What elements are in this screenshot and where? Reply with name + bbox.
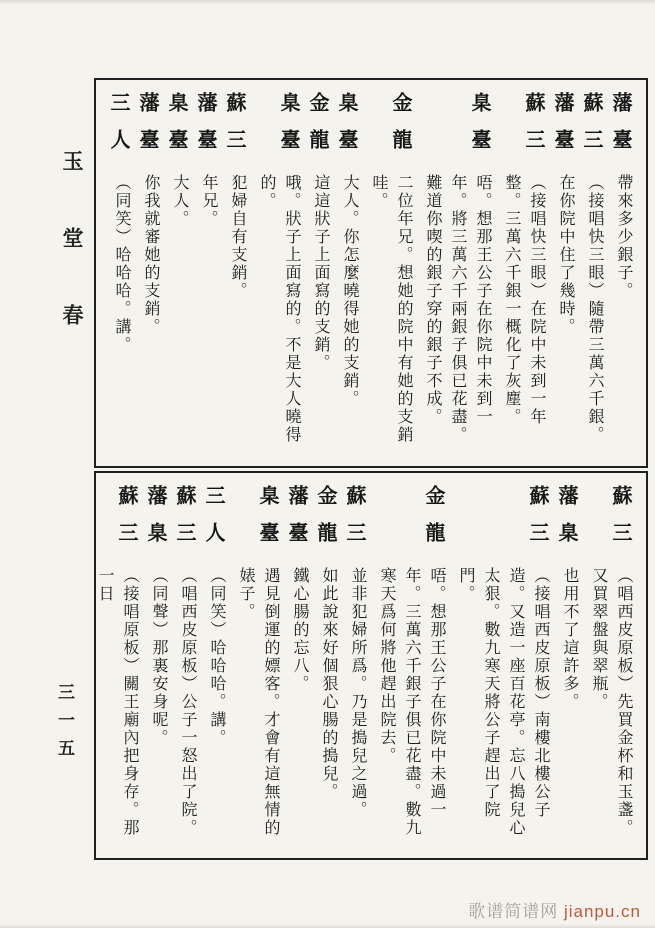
dialogue-text: 哦。狀子上面寫的。不是大人曉得的。 bbox=[258, 174, 300, 444]
dialogue-text: 大人。 bbox=[171, 174, 188, 228]
dialogue-text: （接唱快三眼）隨帶三萬六千銀。 bbox=[586, 174, 603, 444]
dialogue-column bbox=[138, 90, 163, 456]
dialogue-text: 遇見倒運的嫖客。才會有這無情的婊子。 bbox=[237, 567, 279, 837]
dialogue-text: （接唱西皮原板）南樓北樓公子造。又造一座百花亭。忘八搗兒心太狠。數九寒天將公子趕出了院門。 bbox=[457, 567, 549, 837]
speaker-name: 藩臺 bbox=[551, 92, 573, 166]
scan-edge-shadow-bottom bbox=[0, 924, 655, 928]
dialogue-text: 在你院中住了幾時。 bbox=[557, 174, 574, 336]
dialogue-text: （接唱原板）關王廟內把身存。那一日 bbox=[96, 567, 138, 837]
dialogue-column bbox=[337, 90, 362, 456]
speaker-name: 臬臺 bbox=[335, 92, 357, 166]
speaker-name: 蘇三 bbox=[115, 485, 137, 559]
speaker-name: 三人 bbox=[107, 92, 129, 166]
dialogue-text: （接唱快三眼）在院中未到一年整。三萬六千銀一概化了灰塵。 bbox=[503, 174, 545, 426]
speaker-name: 金龍 bbox=[389, 92, 411, 166]
speaker-name: 蘇三 bbox=[526, 485, 548, 559]
speaker-name: 臬臺 bbox=[468, 92, 490, 166]
dialogue-text: 這這狀子上面寫的支銷。 bbox=[312, 174, 329, 372]
dialogue-column bbox=[586, 483, 636, 848]
dialogue-column bbox=[345, 483, 370, 848]
dialogue-column bbox=[175, 483, 200, 848]
dialogue-text: 唔。想那王公子在你院中未過一年。三萬六千銀子俱已花盡。數九寒天爲何將他趕出院去。 bbox=[378, 567, 445, 837]
dialogue-column bbox=[254, 90, 304, 456]
script-panel-bottom bbox=[94, 471, 648, 860]
dialogue-text: 大人。你怎麼曉得她的支銷。 bbox=[341, 174, 358, 408]
speaker-name: 蘇三 bbox=[522, 92, 544, 166]
speaker-name: 蘇三 bbox=[343, 485, 365, 559]
dialogue-column bbox=[308, 90, 333, 456]
dialogue-text: 你我就審她的支銷。 bbox=[142, 174, 159, 336]
speaker-name: 藩臬 bbox=[144, 485, 166, 559]
watermark-site-name: 歌谱简谱网 bbox=[468, 902, 559, 921]
dialogue-column bbox=[109, 90, 134, 456]
script-panel-top bbox=[94, 78, 648, 468]
dialogue-column bbox=[453, 483, 553, 848]
speaker-name: 三人 bbox=[202, 485, 224, 559]
dialogue-column bbox=[499, 90, 549, 456]
dialogue-text: 並非犯婦所爲。乃是搗兒之過。 bbox=[349, 567, 366, 819]
speaker-name: 藩臺 bbox=[136, 92, 158, 166]
speaker-name: 金龍 bbox=[314, 485, 336, 559]
dialogue-column bbox=[316, 483, 341, 848]
dialogue-text: 犯婦自有支銷。 bbox=[229, 174, 246, 300]
speaker-name: 蘇三 bbox=[173, 485, 195, 559]
dialogue-column bbox=[611, 90, 636, 456]
dialogue-text: （唱西皮原板）先買金杯和玉盞。又買翠盤與翠瓶。 bbox=[590, 567, 632, 837]
dialogue-column bbox=[366, 90, 416, 456]
dialogue-text: （唱西皮原板）公子一怒出了院。 bbox=[179, 567, 196, 837]
dialogue-text: 鐵心腸的忘八。 bbox=[291, 567, 308, 693]
dialogue-column bbox=[557, 483, 582, 848]
dialogue-text: （同笑）哈哈哈。講。 bbox=[208, 567, 225, 747]
speaker-name: 臬臺 bbox=[256, 485, 278, 559]
dialogue-text: 如此說來好個狠心腸的搗兒。 bbox=[320, 567, 337, 801]
book-title-vertical: 玉堂春 bbox=[60, 150, 84, 381]
dialogue-text: 二位年兄。想她的院中有她的支銷哇。 bbox=[370, 174, 412, 444]
dialogue-column bbox=[420, 90, 495, 456]
dialogue-column bbox=[553, 90, 578, 456]
dialogue-text: 帶來多少銀子。 bbox=[615, 174, 632, 300]
speaker-name: 藩臺 bbox=[285, 485, 307, 559]
dialogue-column bbox=[196, 90, 221, 456]
dialogue-column bbox=[204, 483, 229, 848]
watermark-site-url: jianpu.cn bbox=[563, 902, 641, 921]
dialogue-text: 唔。想那王公子在你院中未到一年。將三萬六千兩銀子俱已花盡。難道你喫的銀子穿的銀子不成。 bbox=[424, 174, 491, 444]
dialogue-text: （同聲）那裏安身呢。 bbox=[150, 567, 167, 747]
dialogue-column bbox=[167, 90, 192, 456]
dialogue-column bbox=[374, 483, 449, 848]
speaker-name: 蘇三 bbox=[609, 485, 631, 559]
watermark bbox=[468, 897, 641, 922]
dialogue-text: （同笑）哈哈哈。講。 bbox=[113, 174, 130, 354]
dialogue-column bbox=[582, 90, 607, 456]
speaker-name: 蘇三 bbox=[223, 92, 245, 166]
dialogue-text: 年兄。 bbox=[200, 174, 217, 228]
speaker-name: 藩臺 bbox=[609, 92, 631, 166]
dialogue-text: 也用不了這許多。 bbox=[561, 567, 578, 711]
dialogue-column bbox=[233, 483, 283, 848]
dialogue-column bbox=[287, 483, 312, 848]
speaker-name: 蘇三 bbox=[580, 92, 602, 166]
dialogue-column bbox=[92, 483, 142, 848]
speaker-name: 金龍 bbox=[306, 92, 328, 166]
speaker-name: 藩臺 bbox=[194, 92, 216, 166]
dialogue-column bbox=[146, 483, 171, 848]
speaker-name: 藩臬 bbox=[555, 485, 577, 559]
dialogue-column bbox=[225, 90, 250, 456]
speaker-name: 臬臺 bbox=[165, 92, 187, 166]
page-number: 三一五 bbox=[55, 683, 74, 767]
speaker-name: 臬臺 bbox=[277, 92, 299, 166]
scan-edge-shadow-top bbox=[0, 0, 655, 5]
speaker-name: 金龍 bbox=[422, 485, 444, 559]
